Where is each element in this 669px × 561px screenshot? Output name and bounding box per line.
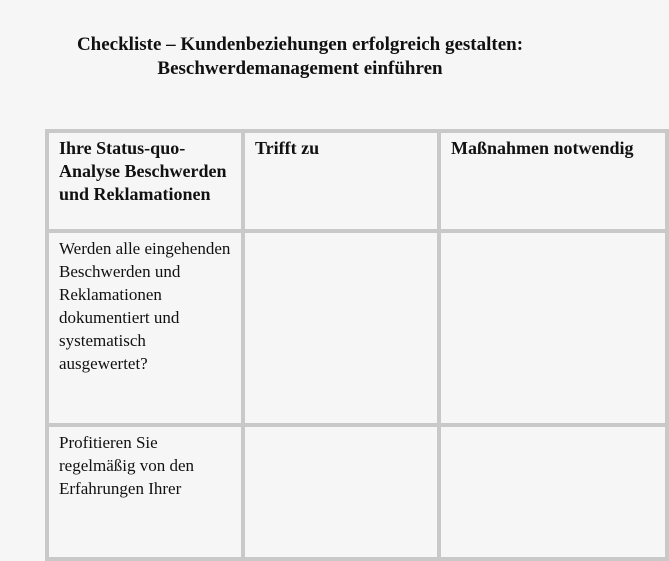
table-row bbox=[47, 231, 667, 425]
header-applies: Trifft zu bbox=[243, 131, 439, 231]
table-row bbox=[47, 425, 667, 559]
table-header-row bbox=[47, 131, 667, 231]
header-status-quo-analysis: Ihre Status-quo-Analyse Beschwerden und Reklamationen bbox=[47, 131, 243, 231]
document-title bbox=[0, 33, 600, 81]
measures-cell[interactable] bbox=[439, 425, 667, 559]
measures-cell[interactable] bbox=[439, 231, 667, 425]
title-line-2: Beschwerdemanagement einführen bbox=[157, 58, 443, 79]
applies-cell[interactable] bbox=[243, 425, 439, 559]
applies-cell[interactable] bbox=[243, 231, 439, 425]
header-measures-needed: Maßnahmen notwendig bbox=[439, 131, 667, 231]
question-cell: Profitieren Sie regelmäßig von den Erfahrungen Ihrer bbox=[47, 425, 243, 559]
question-cell: Werden alle eingehenden Beschwerden und Reklamationen dokumentiert und systematisch ausgewertet? bbox=[47, 231, 243, 425]
checklist-table bbox=[45, 129, 669, 561]
title-line-1: Checkliste – Kundenbeziehungen erfolgreich gestalten: bbox=[76, 34, 524, 55]
